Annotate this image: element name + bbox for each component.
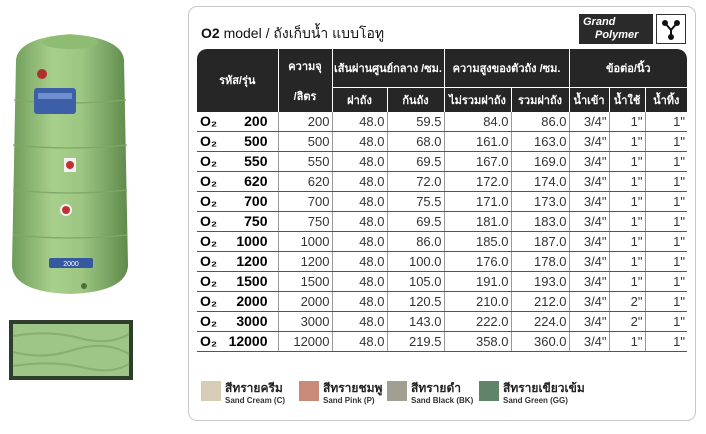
model-code-cell <box>197 271 278 291</box>
cell-in: 3/4" <box>569 211 609 231</box>
cell-bottom: 59.5 <box>387 112 444 132</box>
cell-bottom: 69.5 <box>387 151 444 171</box>
model-code-cell <box>197 251 278 271</box>
cell-bottom: 68.0 <box>387 131 444 151</box>
cell-h2: 163.0 <box>511 131 569 151</box>
header-height-nolid: ไม่รวมฝาถัง <box>444 87 511 112</box>
model-prefix: O₂ <box>200 133 218 149</box>
cell-drain: 1" <box>645 131 687 151</box>
texture-swatch-image <box>9 320 133 380</box>
legend-english-label: Sand Cream (C) <box>225 396 286 405</box>
legend-thai-label: สีทรายชมพู <box>323 381 383 395</box>
cell-use: 1" <box>609 231 645 251</box>
model-number: 200 <box>244 113 268 129</box>
cell-lid: 48.0 <box>332 231 387 251</box>
cell-drain: 1" <box>645 311 687 331</box>
cell-h2: 183.0 <box>511 211 569 231</box>
cell-h2: 173.0 <box>511 191 569 211</box>
model-number: 700 <box>244 193 268 209</box>
model-prefix: O₂ <box>200 113 218 129</box>
model-prefix: O₂ <box>200 293 218 309</box>
legend-swatch <box>479 381 499 401</box>
legend-english-label: Sand Pink (P) <box>323 396 375 405</box>
molecule-icon <box>656 14 686 44</box>
cell-h2: 169.0 <box>511 151 569 171</box>
legend-thai-label: สีทรายเขียวเข้ม <box>503 381 585 395</box>
cell-use: 1" <box>609 271 645 291</box>
legend-swatch <box>387 381 407 401</box>
cell-drain: 1" <box>645 271 687 291</box>
legend-thai-label: สีทรายครีม <box>225 381 283 395</box>
cell-use: 1" <box>609 171 645 191</box>
cell-h1: 191.0 <box>444 271 511 291</box>
model-code-cell <box>197 211 278 231</box>
cell-h2: 174.0 <box>511 171 569 191</box>
title-text: model / ถังเก็บน้ำ แบบโอทู <box>219 25 385 41</box>
model-prefix: O₂ <box>200 273 218 289</box>
cell-drain: 1" <box>645 251 687 271</box>
model-code-cell <box>197 331 278 351</box>
cell-cap: 700 <box>278 191 332 211</box>
model-number: 2000 <box>236 293 268 309</box>
cell-h1: 84.0 <box>444 112 511 132</box>
model-code-cell <box>197 131 278 151</box>
header-inlet: น้ำเข้า <box>569 87 609 112</box>
cell-use: 1" <box>609 151 645 171</box>
model-prefix: O₂ <box>200 233 218 249</box>
header-use: น้ำใช้ <box>609 87 645 112</box>
cell-drain: 1" <box>645 231 687 251</box>
cell-bottom: 105.0 <box>387 271 444 291</box>
model-number: 12000 <box>228 333 268 349</box>
legend-english-label: Sand Green (GG) <box>503 396 568 405</box>
model-prefix: O₂ <box>200 173 218 189</box>
model-code-cell <box>197 151 278 171</box>
table-row <box>197 311 687 331</box>
cell-h2: 212.0 <box>511 291 569 311</box>
cell-cap: 200 <box>278 112 332 132</box>
cell-use: 1" <box>609 331 645 351</box>
model-number: 500 <box>244 133 268 149</box>
header-drain: น้ำทิ้ง <box>645 87 687 112</box>
cell-h1: 161.0 <box>444 131 511 151</box>
tank-product-image <box>6 30 134 298</box>
model-prefix: O₂ <box>200 253 218 269</box>
table-row <box>197 112 687 132</box>
cell-cap: 620 <box>278 171 332 191</box>
cell-drain: 1" <box>645 331 687 351</box>
header-code: รหัส/รุ่น <box>197 49 278 112</box>
cell-lid: 48.0 <box>332 251 387 271</box>
table-row <box>197 131 687 151</box>
cell-lid: 48.0 <box>332 331 387 351</box>
cell-cap: 750 <box>278 211 332 231</box>
cell-h1: 358.0 <box>444 331 511 351</box>
cell-drain: 1" <box>645 112 687 132</box>
cell-bottom: 219.5 <box>387 331 444 351</box>
header-diameter: เส้นผ่านศูนย์กลาง /ซม. <box>332 49 444 87</box>
header-height: ความสูงของตัวถัง /ซม. <box>444 49 569 87</box>
cell-lid: 48.0 <box>332 171 387 191</box>
spec-card <box>188 6 696 421</box>
model-number: 750 <box>244 213 268 229</box>
cell-h1: 171.0 <box>444 191 511 211</box>
tank-capacity-label: 2000 <box>63 261 79 268</box>
cell-drain: 1" <box>645 191 687 211</box>
model-code-cell <box>197 311 278 331</box>
cell-bottom: 75.5 <box>387 191 444 211</box>
cell-h1: 181.0 <box>444 211 511 231</box>
cell-drain: 1" <box>645 171 687 191</box>
header-height-lid: รวมฝาถัง <box>511 87 569 112</box>
cell-in: 3/4" <box>569 311 609 331</box>
legend-english-label: Sand Black (BK) <box>411 396 474 405</box>
spec-table <box>197 49 687 352</box>
cell-h2: 187.0 <box>511 231 569 251</box>
page-title <box>201 23 384 45</box>
cell-h2: 86.0 <box>511 112 569 132</box>
brand-logo-text <box>579 14 653 44</box>
cell-bottom: 120.5 <box>387 291 444 311</box>
header-capacity-unit: /ลิตร <box>278 87 332 112</box>
cell-lid: 48.0 <box>332 112 387 132</box>
cell-cap: 1500 <box>278 271 332 291</box>
cell-bottom: 86.0 <box>387 231 444 251</box>
cell-use: 1" <box>609 112 645 132</box>
model-number: 1200 <box>236 253 268 269</box>
cell-cap: 2000 <box>278 291 332 311</box>
table-row <box>197 191 687 211</box>
brand-logo <box>579 14 687 44</box>
cell-use: 1" <box>609 251 645 271</box>
logo-line-1: Grand <box>583 16 616 28</box>
legend-swatch <box>201 381 221 401</box>
cell-in: 3/4" <box>569 291 609 311</box>
cell-lid: 48.0 <box>332 291 387 311</box>
cell-h1: 172.0 <box>444 171 511 191</box>
header-fittings: ข้อต่อ/นิ้ว <box>569 49 687 87</box>
cell-drain: 1" <box>645 151 687 171</box>
model-code-cell <box>197 191 278 211</box>
cell-lid: 48.0 <box>332 151 387 171</box>
cell-bottom: 100.0 <box>387 251 444 271</box>
header-diam-bottom: ก้นถัง <box>387 87 444 112</box>
cell-use: 2" <box>609 311 645 331</box>
cell-use: 1" <box>609 131 645 151</box>
table-row <box>197 271 687 291</box>
model-prefix: O₂ <box>200 313 218 329</box>
cell-in: 3/4" <box>569 191 609 211</box>
cell-drain: 1" <box>645 291 687 311</box>
cell-h1: 222.0 <box>444 311 511 331</box>
cell-cap: 1000 <box>278 231 332 251</box>
cell-bottom: 72.0 <box>387 171 444 191</box>
cell-cap: 1200 <box>278 251 332 271</box>
cell-lid: 48.0 <box>332 211 387 231</box>
cell-cap: 500 <box>278 131 332 151</box>
cell-drain: 1" <box>645 211 687 231</box>
cell-cap: 550 <box>278 151 332 171</box>
cell-h2: 360.0 <box>511 331 569 351</box>
model-number: 620 <box>244 173 268 189</box>
cell-cap: 3000 <box>278 311 332 331</box>
cell-h2: 178.0 <box>511 251 569 271</box>
cell-h1: 167.0 <box>444 151 511 171</box>
table-row <box>197 151 687 171</box>
cell-h2: 224.0 <box>511 311 569 331</box>
cell-lid: 48.0 <box>332 191 387 211</box>
legend-thai-label: สีทรายดำ <box>411 381 461 395</box>
cell-in: 3/4" <box>569 331 609 351</box>
header-capacity: ความจุ <box>278 49 332 87</box>
cell-h2: 193.0 <box>511 271 569 291</box>
cell-in: 3/4" <box>569 112 609 132</box>
legend-swatch <box>299 381 319 401</box>
model-prefix: O₂ <box>200 333 218 349</box>
table-row <box>197 171 687 191</box>
table-row <box>197 291 687 311</box>
cell-use: 2" <box>609 291 645 311</box>
cell-bottom: 69.5 <box>387 211 444 231</box>
model-code-cell <box>197 171 278 191</box>
model-number: 1500 <box>236 273 268 289</box>
cell-in: 3/4" <box>569 151 609 171</box>
model-prefix: O₂ <box>200 193 218 209</box>
table-row <box>197 251 687 271</box>
model-code-cell <box>197 112 278 132</box>
cell-bottom: 143.0 <box>387 311 444 331</box>
table-row <box>197 331 687 351</box>
logo-line-2: Polymer <box>595 29 639 41</box>
color-legend <box>201 379 691 413</box>
cell-lid: 48.0 <box>332 271 387 291</box>
model-number: 1000 <box>236 233 268 249</box>
table-row <box>197 211 687 231</box>
table-row <box>197 231 687 251</box>
model-prefix: O₂ <box>200 213 218 229</box>
cell-cap: 12000 <box>278 331 332 351</box>
model-code-cell <box>197 291 278 311</box>
model-number: 3000 <box>236 313 268 329</box>
header-diam-lid: ฝาถัง <box>332 87 387 112</box>
cell-use: 1" <box>609 191 645 211</box>
model-prefix: O₂ <box>200 153 218 169</box>
cell-in: 3/4" <box>569 131 609 151</box>
cell-h1: 176.0 <box>444 251 511 271</box>
cell-lid: 48.0 <box>332 311 387 331</box>
cell-in: 3/4" <box>569 231 609 251</box>
model-code-cell <box>197 231 278 251</box>
cell-h1: 210.0 <box>444 291 511 311</box>
model-number: 550 <box>244 153 268 169</box>
cell-lid: 48.0 <box>332 131 387 151</box>
cell-in: 3/4" <box>569 251 609 271</box>
cell-in: 3/4" <box>569 171 609 191</box>
cell-h1: 185.0 <box>444 231 511 251</box>
cell-in: 3/4" <box>569 271 609 291</box>
cell-use: 1" <box>609 211 645 231</box>
model-name: O2 <box>201 25 220 41</box>
